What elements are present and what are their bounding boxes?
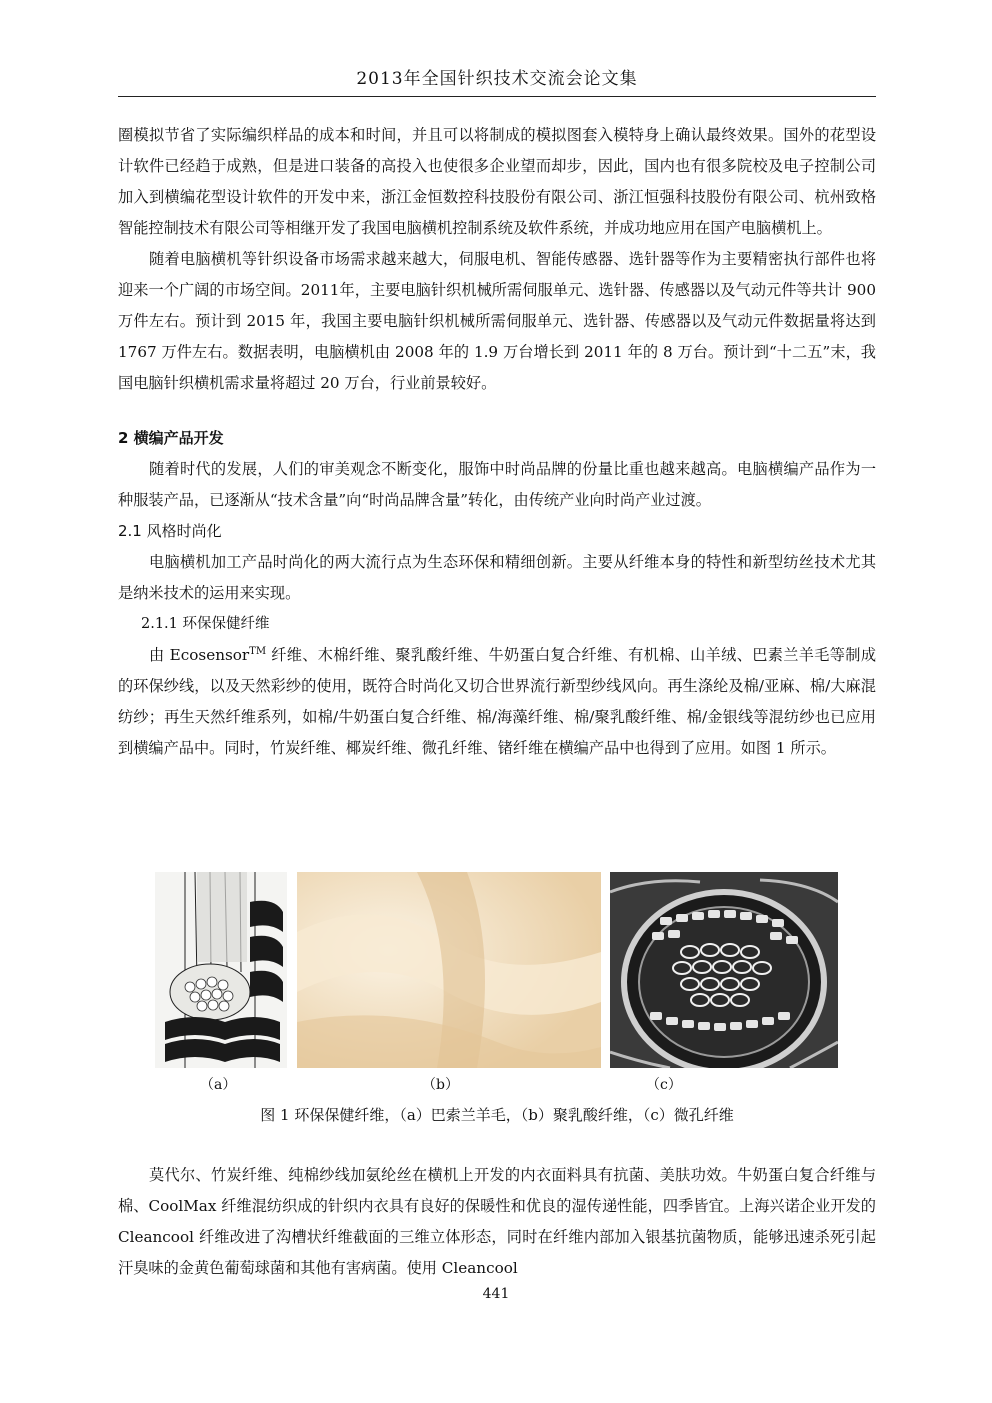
page-number: 441 bbox=[482, 1286, 510, 1302]
paragraph-2: 随着电脑横机等针织设备市场需求越来越大，伺服电机、智能传感器、选针器等作为主要精密执行部件也将迎来一个广阔的市场空间。2011年，主要电脑针织机械所需伺服单元、选针器、传感器以及气动元件等共计 900 万件左右。预计到 2015 年，我国主要电脑针织机械所需伺服单元、选针器、传感器以及气动元件数据量将达到 1767 万件左右。数据表明，电脑横机由 2008 年的 1.9 万台增长到 2011 年的 8 万台。预计到“十二五”末，我国电脑针织横机需求量将超过 20 万台，行业前景较好。 bbox=[118, 250, 876, 392]
paragraph-5 bbox=[118, 640, 876, 764]
figure-b-pla-fiber-image bbox=[297, 872, 601, 1068]
running-header: 2013年全国针织技术交流会论文集 bbox=[356, 69, 638, 89]
body-text-bottom bbox=[118, 1160, 876, 1284]
paragraph-3: 随着时代的发展，人们的审美观念不断变化，服饰中时尚品牌的份量比重也越来越高。电脑横编产品作为一种服装产品，已逐渐从“技术含量”向“时尚品牌含量”转化，由传统产业向时尚产业过渡。 bbox=[118, 460, 876, 509]
section-heading-2-1: 2.1 风格时尚化 bbox=[118, 522, 222, 540]
figure-c-microporous-fiber-image bbox=[610, 872, 838, 1068]
trademark-sup: TM bbox=[249, 645, 267, 657]
figure-label-a: （a） bbox=[200, 1077, 237, 1093]
figure-label-c: （c） bbox=[646, 1077, 682, 1093]
section-heading-2-1-1: 2.1.1 环保保健纤维 bbox=[141, 616, 270, 632]
paragraph-6: 莫代尔、竹炭纤维、纯棉纱线加氨纶丝在横机上开发的内衣面料具有抗菌、美肤功效。牛奶蛋白复合纤维与棉、CoolMax 纤维混纺织成的针织内衣具有良好的保暖性和优良的湿传递性能，四季皆宜。上海兴诺企业开发的 Cleancool 纤维改进了沟槽状纤维截面的三维立体形态，同时在纤维内部加入银基抗菌物质，能够迅速杀死引起汗臭味的金黄色葡萄球菌和其他有害病菌。使用 Cleancool bbox=[118, 1166, 876, 1277]
paragraph-4: 电脑横机加工产品时尚化的两大流行点为生态环保和精细创新。主要从纤维本身的特性和新型纺丝技术尤其是纳米技术的运用来实现。 bbox=[118, 553, 876, 602]
figure-1 bbox=[0, 872, 992, 1072]
section-heading-2: 2 横编产品开发 bbox=[118, 429, 224, 447]
paragraph-1: 圈模拟节省了实际编织样品的成本和时间，并且可以将制成的模拟图套入模特身上确认最终效果。国外的花型设计软件已经趋于成熟，但是进口装备的高投入也使很多企业望而却步，因此，国内也有很多院校及电子控制公司加入到横编花型设计软件的开发中来，浙江金恒数控科技股份有限公司、浙江恒强科技股份有限公司、杭州致格智能控制技术有限公司等相继开发了我国电脑横机控制系统及软件系统，并成功地应用在国产电脑横机上。 bbox=[118, 126, 876, 237]
header-rule bbox=[118, 96, 876, 97]
figure-label-b: （b） bbox=[422, 1077, 459, 1093]
body-text-top bbox=[118, 120, 876, 764]
paragraph-5-post: 纤维、木棉纤维、聚乳酸纤维、牛奶蛋白复合纤维、有机棉、山羊绒、巴素兰羊毛等制成的环保纱线，以及天然彩纱的使用，既符合时尚化又切合世界流行新型纱线风向。再生涤纶及棉/亚麻、棉/大麻混纺纱；再生天然纤维系列，如棉/牛奶蛋白复合纤维、棉/海藻纤维、棉/聚乳酸纤维、棉/金银线等混纺纱也已应用到横编产品中。同时，竹炭纤维、椰炭纤维、微孔纤维、锗纤维在横编产品中也得到了应用。如图 1 所示。 bbox=[118, 646, 877, 757]
figure-a-wool-image bbox=[155, 872, 287, 1068]
figure-caption: 图 1 环保保健纤维，（a）巴索兰羊毛，（b）聚乳酸纤维，（c）微孔纤维 bbox=[260, 1106, 734, 1124]
paragraph-5-pre: 由 Ecosensor bbox=[149, 646, 250, 664]
